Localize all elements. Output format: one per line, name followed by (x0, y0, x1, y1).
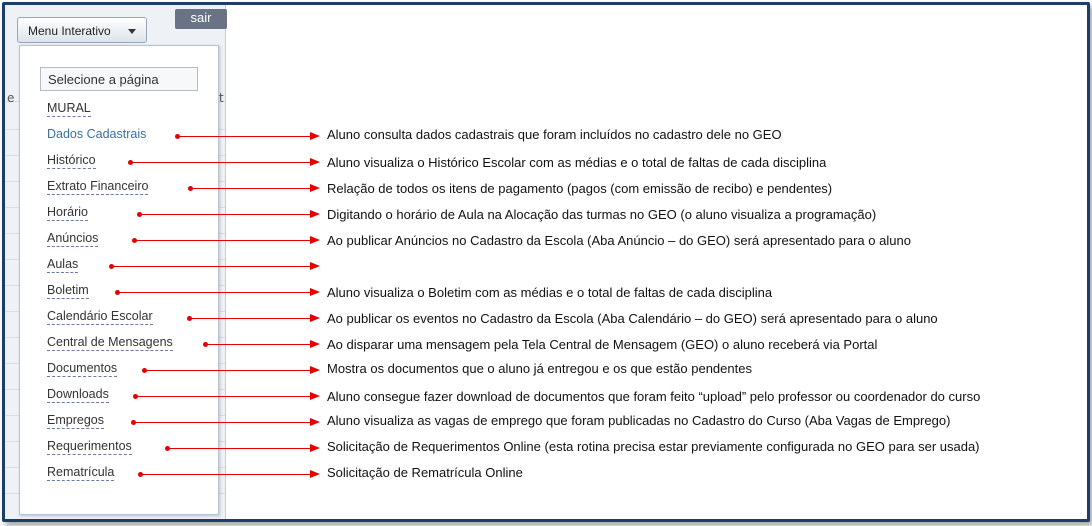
menu-item-historico[interactable]: Histórico (47, 153, 96, 167)
menu-item-empregos[interactable]: Empregos (47, 413, 104, 427)
description-rematricula: Solicitação de Rematrícula Online (327, 465, 523, 480)
description-horario: Digitando o horário de Aula na Alocação das turmas no GEO (o aluno visualiza a programação) (327, 207, 877, 222)
annotation-arrow (191, 188, 311, 189)
menu-item-calendario-escolar[interactable]: Calendário Escolar (47, 309, 153, 323)
description-downloads: Aluno consegue fazer download de documentos que foram feito “upload” pelo professor ou coordenador do curso (327, 389, 981, 404)
menu-button-label: Menu Interativo (28, 24, 111, 38)
annotation-arrow (206, 344, 311, 345)
annotation-arrow (141, 474, 311, 475)
description-requerimentos: Solicitação de Requerimentos Online (esta rotina precisa estar previamente configurada no GEO para ser usada) (327, 439, 980, 454)
description-documentos: Mostra os documentos que o aluno já entregou e os que estão pendentes (327, 361, 752, 376)
menu-item-extrato-financeiro[interactable]: Extrato Financeiro (47, 179, 149, 193)
annotation-arrow (190, 318, 311, 319)
annotation-arrow (112, 266, 311, 267)
description-empregos: Aluno visualiza as vagas de emprego que foram publicadas no Cadastro do Curso (Aba Vagas de Emprego) (327, 413, 951, 428)
description-central-de-mensagens: Ao disparar uma mensagem pela Tela Central de Mensagem (GEO) o aluno receberá via Portal (327, 337, 878, 352)
annotation-arrow (136, 396, 311, 397)
menu-item-rematricula[interactable]: Rematrícula (47, 465, 115, 479)
page-select[interactable]: Selecione a página (40, 67, 198, 91)
chevron-down-icon (128, 29, 136, 34)
menu-item-aulas[interactable]: Aulas (47, 257, 79, 271)
interactive-menu-button[interactable] (17, 17, 147, 43)
screenshot-frame (2, 2, 1090, 522)
annotation-arrow (145, 370, 311, 371)
annotation-arrow (178, 136, 311, 137)
background-text-fragment: e (7, 91, 15, 105)
annotation-arrow (134, 422, 311, 423)
annotation-arrow (135, 240, 311, 241)
logout-button[interactable]: sair (175, 9, 227, 29)
menu-item-documentos[interactable]: Documentos (47, 361, 118, 375)
description-extrato-financeiro: Relação de todos os itens de pagamento (pagos (com emissão de recibo) e pendentes) (327, 181, 833, 196)
annotation-arrow (140, 214, 311, 215)
menu-item-boletim[interactable]: Boletim (47, 283, 89, 297)
menu-item-downloads[interactable]: Downloads (47, 387, 109, 401)
menu-item-central-de-mensagens[interactable]: Central de Mensagens (47, 335, 173, 349)
description-dados-cadastrais: Aluno consulta dados cadastrais que foram incluídos no cadastro dele no GEO (327, 127, 782, 142)
menu-item-horario[interactable]: Horário (47, 205, 88, 219)
description-boletim: Aluno visualiza o Boletim com as médias e o total de faltas de cada disciplina (327, 285, 773, 300)
menu-item-anuncios[interactable]: Anúncios (47, 231, 99, 245)
description-anuncios: Ao publicar Anúncios no Cadastro da Escola (Aba Anúncio – do GEO) será apresentado para o aluno (327, 233, 911, 248)
menu-item-requerimentos[interactable]: Requerimentos (47, 439, 132, 453)
annotation-arrow (131, 162, 311, 163)
menu-item-dados-cadastrais[interactable]: Dados Cadastrais (47, 127, 147, 141)
menu-item-mural[interactable]: MURAL (47, 101, 91, 115)
description-historico: Aluno visualiza o Histórico Escolar com as médias e o total de faltas de cada disciplina (327, 155, 827, 170)
annotation-arrow (168, 448, 311, 449)
description-calendario-escolar: Ao publicar os eventos no Cadastro da Escola (Aba Calendário – do GEO) será apresentado para o aluno (327, 311, 938, 326)
background-text-fragment: t (219, 91, 224, 105)
annotation-arrow (118, 292, 311, 293)
